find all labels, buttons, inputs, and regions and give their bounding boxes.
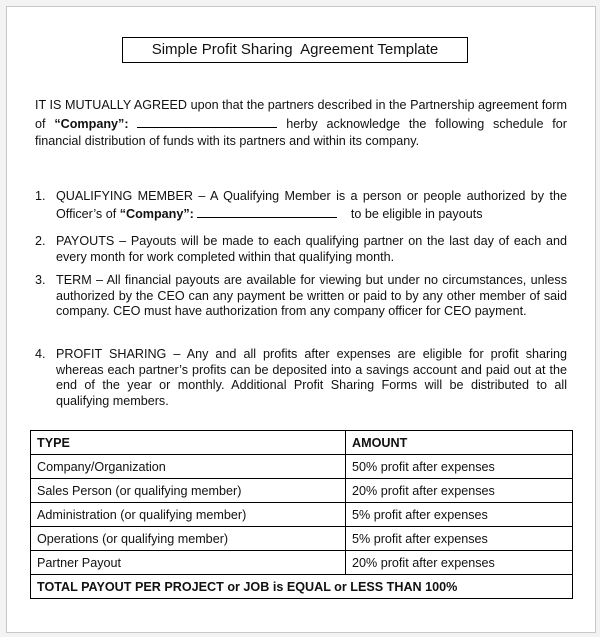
cell-type: Administration (or qualifying member) (31, 503, 346, 527)
table-row (31, 503, 573, 527)
list-item-number: 1. (35, 189, 46, 203)
list-item-body (56, 189, 567, 222)
intro-paragraph (35, 97, 567, 151)
cell-type: Operations (or qualifying member) (31, 527, 346, 551)
qualifying-company-blank[interactable] (197, 205, 337, 218)
header-amount: AMOUNT (346, 431, 573, 455)
list-item-body: PAYOUTS – Payouts will be made to each qualifying partner on the last day of each and every month for work completed within that qualifying month. (56, 234, 567, 264)
cell-type: Partner Payout (31, 551, 346, 575)
list-item-payouts (35, 234, 567, 265)
list-item-body: PROFIT SHARING – Any and all profits after expenses are eligible for profit sharing whereas each partner’s profits can be deposited into a savings account and paid out at the end of the year or monthly. Additional Profit Sharing Forms will be distributed to all qualifying members. (56, 347, 567, 408)
table-total-row (31, 575, 573, 599)
table-row (31, 551, 573, 575)
cell-amount: 20% profit after expenses (346, 479, 573, 503)
cell-amount: 5% profit after expenses (346, 527, 573, 551)
cell-type: Company/Organization (31, 455, 346, 479)
total-payout-text: TOTAL PAYOUT PER PROJECT or JOB is EQUAL or LESS THAN 100% (31, 575, 573, 599)
table-header-row (31, 431, 573, 455)
table-row (31, 527, 573, 551)
intro-text-after: herby acknowledge the following schedule for financial distribution of funds with its partners and within its company. (35, 116, 567, 148)
company-name-blank[interactable] (137, 115, 277, 128)
list-item-profit-sharing (35, 347, 567, 409)
cell-amount: 5% profit after expenses (346, 503, 573, 527)
document-page (6, 6, 596, 633)
table-row (31, 479, 573, 503)
list-item-term (35, 273, 567, 320)
payout-table (30, 430, 573, 599)
cell-type: Sales Person (or qualifying member) (31, 479, 346, 503)
document-title: Simple Profit Sharing Agreement Template (122, 37, 468, 63)
qualifying-text-after: to be eligible in payouts (347, 206, 483, 221)
qualifying-company-label: “Company”: (119, 206, 194, 221)
cell-amount: 20% profit after expenses (346, 551, 573, 575)
table-row (31, 455, 573, 479)
cell-amount: 50% profit after expenses (346, 455, 573, 479)
list-item-number: 2. (35, 234, 46, 248)
list-item-number: 3. (35, 273, 46, 287)
intro-company-label: “Company”: (54, 116, 129, 131)
intro-text-before: IT IS MUTUALLY AGREED upon that the partners described in the Partnership agreement form of (35, 98, 567, 131)
qualifying-text-before: QUALIFYING MEMBER – A Qualifying Member is a person or people authorized by the Officer’s of (56, 189, 567, 221)
list-item-body: TERM – All financial payouts are available for viewing but under no circumstances, unless authorized by the CEO can any payment be written or paid to by any other member of said company. CEO must have authorization from any company officer for CEO payment. (56, 273, 567, 318)
header-type: TYPE (31, 431, 346, 455)
list-item-qualifying-member (35, 189, 567, 222)
list-item-number: 4. (35, 347, 46, 361)
